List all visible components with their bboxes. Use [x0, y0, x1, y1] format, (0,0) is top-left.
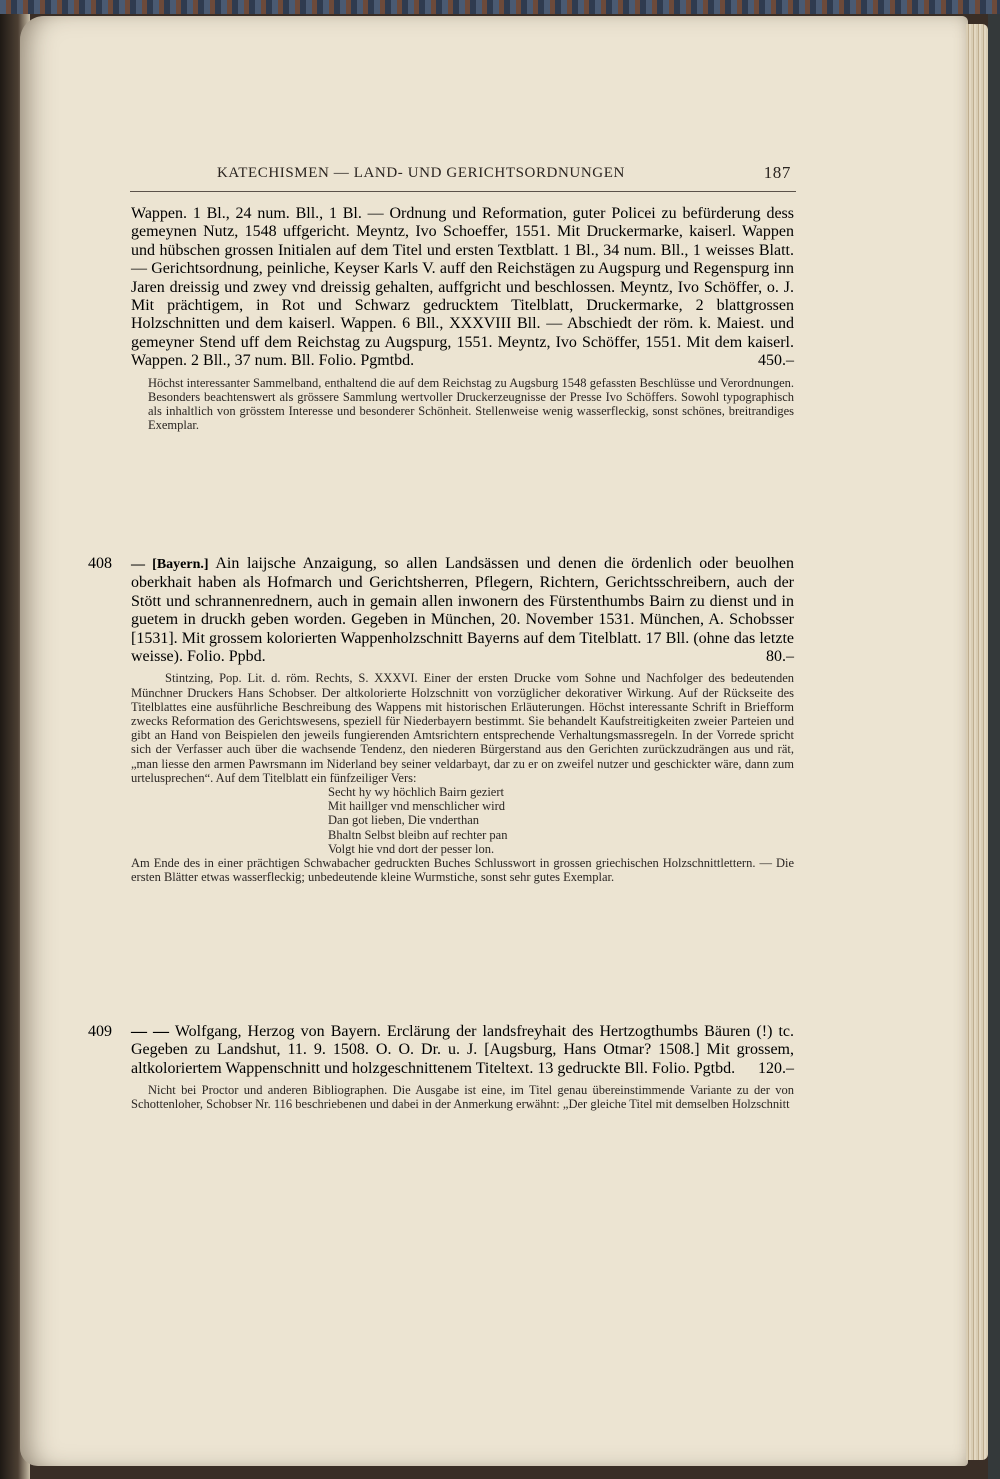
entry-lead: — [Bayern.] — [131, 557, 209, 572]
entry-407-continuation — [131, 205, 794, 432]
entry-408 — [88, 555, 794, 885]
verse-line: Volgt hie vnd dort der pesser lon. — [328, 841, 495, 856]
entry-number: 408 — [88, 555, 112, 572]
entry-lead: — — — [131, 1023, 170, 1040]
page-edges — [966, 24, 988, 1460]
entry-text: Wappen. 1 Bl., 24 num. Bll., 1 Bl. — Ordnung und Reformation, guter Policei zu befürderung dess gemeynen Nutz, 1548 uffgericht. Meyntz, Ivo Schoeffer, 1551. Mit Druckermarke, kaiserl. Wappen und hübschen grossen Initialen auf dem Titel und ersten Textblatt. 1 Bl., 34 num. Bll., 1 weisses Blatt. — Gerichtsordnung, peinliche, Keyser Karls V. auff den Reichstägen zu Augspurg und Regenspurg inn Jaren dreissig und zwey vnd dreissig gehalten, auffgricht und beschlossen. Meyntz, Ivo Schöffer, o. J. Mit prächtigem, in Rot und Schwarz gedrucktem Titelblatt, Druckermarke, 2 blattgrossen Holzschnitten und dem kaiserl. Wappen. 6 Bll., XXXVIII Bll. — Abschiedt der röm. k. Maiest. und gemeyner Stend uff dem Reichstag zu Augspurg, 1551. Meyntz, Ivo Schöffer, 1551. Mit dem kaiserl. Wappen. 2 Bll., 37 num. Bll. Folio. Pgmtbd. 450.– — [131, 205, 794, 370]
entry-note-end: Am Ende des in einer prächtigen Schwabacher gedruckten Buches Schlusswort in grossen griechischen Holzschnittlettern. — Die ersten Blätter etwas wasserfleckig; unbedeutende kleine Wurmstiche, sonst sehr gutes Exemplar. — [131, 856, 794, 885]
entry-note: Höchst interessanter Sammelband, enthaltend die auf dem Reichstag zu Augsburg 1548 gefassten Beschlüsse und Verordnungen. Besonders beachtenswert als grössere Sammlung wertvoller Druckerzeugnisse der Presse Ivo Schöffers. Sowohl typographisch als inhaltlich von grösstem Interesse und besonderer Schönheit. Stellenweise wenig wasserfleckig, sonst schönes, breitrandiges Exemplar. — [148, 375, 794, 433]
entry-text: — [Bayern.] Ain laijsche Anzaigung, so allen Landsässen und denen die ördenlich oder beuolhen oberkhait haben als Hofmarch und Gerichtsherren, Pflegern, Richtern, Gerichtsschreibern, auch der Stött und schrannenrednern, auch in gemain allen inwonern des Fürstenthumbs Bairn zu dienst und in guetem in druckh geben worden. Gegeben in München, 20. November 1531. München, A. Schobsser [1531]. Mit grossem kolorierten Wappenholzschnitt Bayerns auf dem Titelblatt. 17 Bll. (ohne das letzte weisse). Folio. Ppbd. 80.– — [131, 555, 794, 666]
entry-price: 120.– — [758, 1059, 794, 1077]
page-number: 187 — [763, 163, 791, 182]
entry-note: Stintzing, Pop. Lit. d. röm. Rechts, S. XXXVI. Einer der ersten Drucke vom Sohne und Nachfolger des bedeutenden Münchner Druckers Hans Schobser. Der altkolorierte Holzschnitt von vorzüglicher dekorativer Wirkung. Auf der Rückseite des Titelblattes eine ausführliche Beschreibung des Wappens mit historischen Erläuterungen. Höchst interessante Schrift in Briefform zwecks Reformation des Gerichtswesens, speziell für Niederbayern bestimmt. Sie behandelt Kaufstreitigkeiten zweier Parteien und gibt an Hand von Beispielen den jeweils fungierenden Amtsrichtern entsprechende Verhaltungsmassregeln. In der Vorrede spricht sich der Verfasser auch über die wachsende Tendenz, den niederen Bürgerstand aus den Gerichten zurückzudrängen aus und rät, „man liesse den armen Pawrsmann im Niderland bey seiner veldarbayt, dar zu er on zweifel nutzer und geschickter wäre, dann zum urtelusprechen“. Auf dem Titelblatt ein fünfzeiliger Vers: — [131, 671, 794, 785]
verse-line: Mit haillger vnd menschlicher wird — [328, 799, 506, 814]
book-binding-top — [0, 0, 1000, 14]
entry-409 — [88, 1023, 795, 1112]
entry-price: 80.– — [766, 648, 794, 666]
verse-line: Secht hy wy höchlich Bairn geziert — [328, 785, 504, 800]
verse-block — [328, 785, 794, 856]
entry-note: Nicht bei Proctor und anderen Bibliographen. Die Ausgabe ist eine, im Titel genau übereinstimmende Variante zu der von Schottenloher, Schobser Nr. 116 beschriebenen und dabei in der Anmerkung erwähnt: „Der gleiche Titel mit demselben Holzschnitt — [131, 1083, 794, 1112]
entry-price: 450.– — [758, 352, 794, 370]
header-rule — [130, 191, 796, 192]
book-cover-edge — [988, 14, 1000, 1479]
verse-line: Bhaltn Selbst bleibn auf rechter pan — [328, 827, 508, 842]
verse-line: Dan got lieben, Die vnderthan — [328, 813, 479, 828]
entry-text: — — Wolfgang, Herzog von Bayern. Erclärung der landsfreyhait des Hertzogthumbs Bäuren (!) tc. Gegeben zu Landshut, 11. 9. 1508. O. O. Dr. u. J. [Augsburg, Hans Otmar? 1508.] Mit grossem, altkoloriertem Wappenschnitt und holzgeschnittenem Titeltext. 13 gedruckte Bll. Folio. Pgtbd. 120.– — [131, 1023, 795, 1077]
running-header — [217, 165, 793, 191]
header-title: KATECHISMEN — LAND- UND GERICHTSORDNUNGEN — [217, 165, 625, 181]
entry-number: 409 — [88, 1023, 112, 1040]
